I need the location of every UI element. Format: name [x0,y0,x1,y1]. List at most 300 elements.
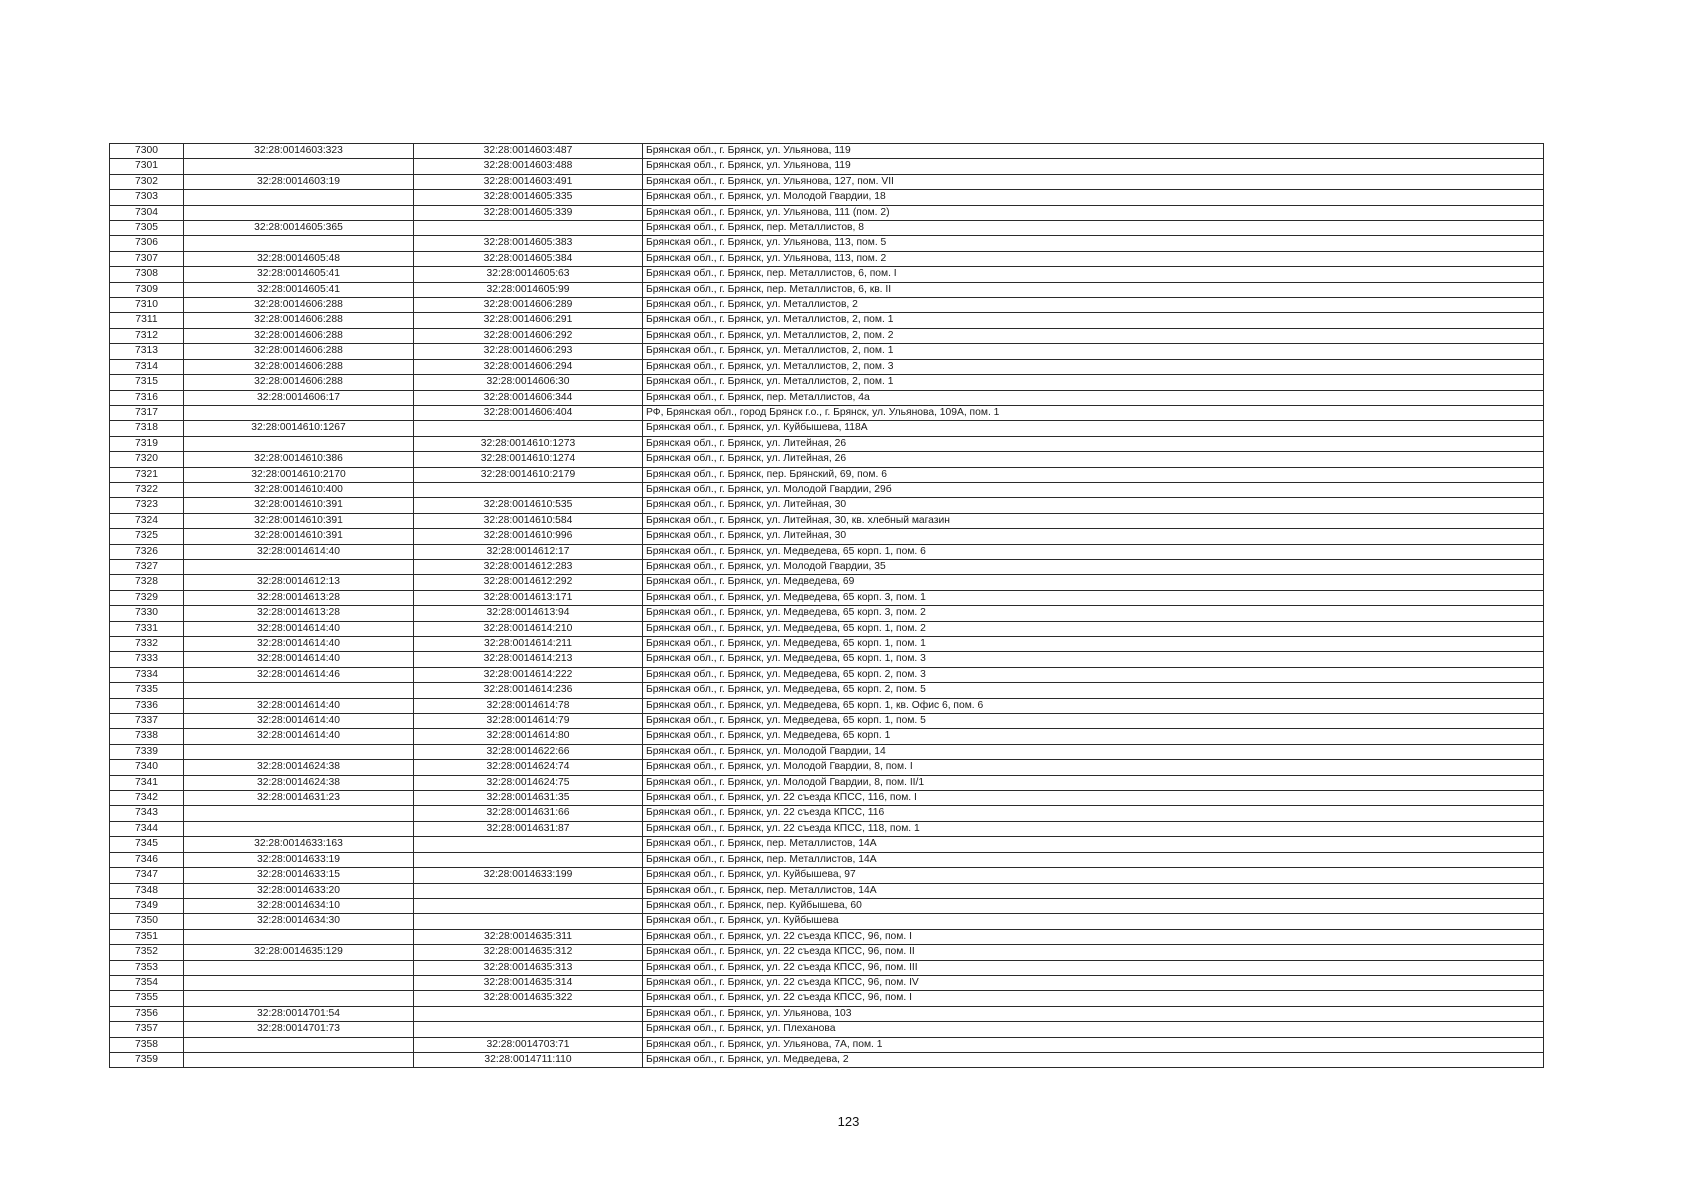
object-cadastral-number-cell: 32:28:0014610:1274 [414,452,643,467]
object-cadastral-number-cell: 32:28:0014624:75 [414,775,643,790]
row-number-cell: 7355 [110,991,184,1006]
parcel-cadastral-number-cell: 32:28:0014624:38 [184,775,414,790]
object-cadastral-number-cell: 32:28:0014614:78 [414,698,643,713]
object-cadastral-number-cell [414,898,643,913]
parcel-cadastral-number-cell: 32:28:0014633:163 [184,837,414,852]
row-number-cell: 7345 [110,837,184,852]
table-row [110,529,1544,544]
row-number-cell: 7346 [110,852,184,867]
row-number-cell: 7335 [110,683,184,698]
table-row [110,236,1544,251]
object-cadastral-number-cell [414,221,643,236]
parcel-cadastral-number-cell: 32:28:0014614:40 [184,714,414,729]
address-cell: Брянская обл., г. Брянск, ул. Ульянова, 103 [643,1006,1544,1021]
parcel-cadastral-number-cell [184,190,414,205]
address-cell: Брянская обл., г. Брянск, ул. Металлистов, 2 [643,298,1544,313]
object-cadastral-number-cell: 32:28:0014606:344 [414,390,643,405]
object-cadastral-number-cell [414,482,643,497]
address-cell: Брянская обл., г. Брянск, ул. Медведева, 65 корп. 1, пом. 2 [643,621,1544,636]
parcel-cadastral-number-cell: 32:28:0014610:391 [184,498,414,513]
object-cadastral-number-cell: 32:28:0014703:71 [414,1037,643,1052]
address-cell: Брянская обл., г. Брянск, пер. Металлистов, 4а [643,390,1544,405]
parcel-cadastral-number-cell [184,929,414,944]
object-cadastral-number-cell: 32:28:0014605:384 [414,251,643,266]
parcel-cadastral-number-cell [184,683,414,698]
parcel-cadastral-number-cell: 32:28:0014610:391 [184,529,414,544]
row-number-cell: 7354 [110,975,184,990]
object-cadastral-number-cell: 32:28:0014614:79 [414,714,643,729]
row-number-cell: 7307 [110,251,184,266]
object-cadastral-number-cell: 32:28:0014610:584 [414,513,643,528]
row-number-cell: 7347 [110,868,184,883]
table-row [110,513,1544,528]
parcel-cadastral-number-cell: 32:28:0014614:40 [184,621,414,636]
table-row [110,837,1544,852]
parcel-cadastral-number-cell: 32:28:0014612:13 [184,575,414,590]
object-cadastral-number-cell: 32:28:0014613:171 [414,590,643,605]
row-number-cell: 7342 [110,791,184,806]
address-cell: РФ, Брянская обл., город Брянск г.о., г. Брянск, ул. Ульянова, 109А, пом. 1 [643,405,1544,420]
row-number-cell: 7348 [110,883,184,898]
table-row [110,975,1544,990]
row-number-cell: 7305 [110,221,184,236]
address-cell: Брянская обл., г. Брянск, ул. Медведева, 2 [643,1052,1544,1067]
row-number-cell: 7358 [110,1037,184,1052]
address-cell: Брянская обл., г. Брянск, ул. 22 съезда КПСС, 96, пом. II [643,945,1544,960]
table-row [110,174,1544,189]
object-cadastral-number-cell: 32:28:0014612:17 [414,544,643,559]
address-cell: Брянская обл., г. Брянск, ул. Ульянова, 119 [643,159,1544,174]
object-cadastral-number-cell: 32:28:0014613:94 [414,606,643,621]
table-row [110,945,1544,960]
table-row [110,791,1544,806]
table-row [110,575,1544,590]
object-cadastral-number-cell: 32:28:0014606:294 [414,359,643,374]
address-cell: Брянская обл., г. Брянск, ул. Литейная, 30, кв. хлебный магазин [643,513,1544,528]
table-row [110,298,1544,313]
address-cell: Брянская обл., г. Брянск, пер. Металлистов, 14А [643,852,1544,867]
address-cell: Брянская обл., г. Брянск, ул. 22 съезда КПСС, 116, пом. I [643,791,1544,806]
object-cadastral-number-cell: 32:28:0014605:383 [414,236,643,251]
object-cadastral-number-cell [414,837,643,852]
row-number-cell: 7349 [110,898,184,913]
table-row [110,1052,1544,1067]
table-row [110,883,1544,898]
object-cadastral-number-cell [414,1006,643,1021]
row-number-cell: 7328 [110,575,184,590]
parcel-cadastral-number-cell: 32:28:0014606:288 [184,313,414,328]
address-cell: Брянская обл., г. Брянск, ул. Куйбышева [643,914,1544,929]
parcel-cadastral-number-cell: 32:28:0014605:41 [184,282,414,297]
table-row [110,868,1544,883]
address-cell: Брянская обл., г. Брянск, ул. Металлистов, 2, пом. 1 [643,375,1544,390]
row-number-cell: 7353 [110,960,184,975]
table-row [110,190,1544,205]
address-cell: Брянская обл., г. Брянск, ул. Металлистов, 2, пом. 2 [643,328,1544,343]
row-number-cell: 7334 [110,667,184,682]
address-cell: Брянская обл., г. Брянск, ул. Куйбышева, 97 [643,868,1544,883]
row-number-cell: 7341 [110,775,184,790]
parcel-cadastral-number-cell: 32:28:0014610:400 [184,482,414,497]
address-cell: Брянская обл., г. Брянск, ул. Ульянова, 111 (пом. 2) [643,205,1544,220]
parcel-cadastral-number-cell: 32:28:0014624:38 [184,760,414,775]
parcel-cadastral-number-cell: 32:28:0014614:40 [184,637,414,652]
row-number-cell: 7324 [110,513,184,528]
parcel-cadastral-number-cell: 32:28:0014603:323 [184,144,414,159]
address-cell: Брянская обл., г. Брянск, ул. Куйбышева, 118А [643,421,1544,436]
table-row [110,1006,1544,1021]
object-cadastral-number-cell: 32:28:0014605:335 [414,190,643,205]
address-cell: Брянская обл., г. Брянск, ул. 22 съезда КПСС, 116 [643,806,1544,821]
row-number-cell: 7317 [110,405,184,420]
object-cadastral-number-cell: 32:28:0014635:313 [414,960,643,975]
parcel-cadastral-number-cell: 32:28:0014614:40 [184,698,414,713]
parcel-cadastral-number-cell: 32:28:0014633:15 [184,868,414,883]
parcel-cadastral-number-cell: 32:28:0014613:28 [184,590,414,605]
registry-table [109,143,1544,1068]
row-number-cell: 7319 [110,436,184,451]
table-row [110,621,1544,636]
table-row [110,637,1544,652]
row-number-cell: 7309 [110,282,184,297]
table-row [110,852,1544,867]
row-number-cell: 7359 [110,1052,184,1067]
row-number-cell: 7320 [110,452,184,467]
address-cell: Брянская обл., г. Брянск, ул. Ульянова, 113, пом. 2 [643,251,1544,266]
row-number-cell: 7340 [110,760,184,775]
object-cadastral-number-cell [414,852,643,867]
address-cell: Брянская обл., г. Брянск, пер. Брянский, 69, пом. 6 [643,467,1544,482]
table-row [110,991,1544,1006]
object-cadastral-number-cell: 32:28:0014606:30 [414,375,643,390]
table-row [110,405,1544,420]
address-cell: Брянская обл., г. Брянск, ул. Молодой Гвардии, 8, пом. I [643,760,1544,775]
table-row [110,221,1544,236]
object-cadastral-number-cell: 32:28:0014622:66 [414,744,643,759]
row-number-cell: 7322 [110,482,184,497]
table-row [110,929,1544,944]
table-row [110,251,1544,266]
row-number-cell: 7312 [110,328,184,343]
address-cell: Брянская обл., г. Брянск, ул. Ульянова, 7А, пом. 1 [643,1037,1544,1052]
address-cell: Брянская обл., г. Брянск, ул. Медведева, 65 корп. 3, пом. 1 [643,590,1544,605]
parcel-cadastral-number-cell: 32:28:0014614:46 [184,667,414,682]
parcel-cadastral-number-cell [184,960,414,975]
row-number-cell: 7357 [110,1022,184,1037]
address-cell: Брянская обл., г. Брянск, ул. Металлистов, 2, пом. 1 [643,344,1544,359]
address-cell: Брянская обл., г. Брянск, ул. Медведева, 65 корп. 1, пом. 6 [643,544,1544,559]
table-row [110,1037,1544,1052]
row-number-cell: 7356 [110,1006,184,1021]
row-number-cell: 7306 [110,236,184,251]
address-cell: Брянская обл., г. Брянск, ул. Медведева, 65 корп. 1, пом. 1 [643,637,1544,652]
row-number-cell: 7302 [110,174,184,189]
object-cadastral-number-cell: 32:28:0014614:213 [414,652,643,667]
row-number-cell: 7316 [110,390,184,405]
parcel-cadastral-number-cell: 32:28:0014610:386 [184,452,414,467]
parcel-cadastral-number-cell: 32:28:0014631:23 [184,791,414,806]
table-row [110,683,1544,698]
object-cadastral-number-cell: 32:28:0014605:63 [414,267,643,282]
table-row [110,344,1544,359]
address-cell: Брянская обл., г. Брянск, ул. Ульянова, 127, пом. VII [643,174,1544,189]
parcel-cadastral-number-cell: 32:28:0014605:365 [184,221,414,236]
parcel-cadastral-number-cell: 32:28:0014606:288 [184,344,414,359]
table-row [110,313,1544,328]
object-cadastral-number-cell: 32:28:0014631:87 [414,821,643,836]
address-cell: Брянская обл., г. Брянск, ул. Литейная, 26 [643,436,1544,451]
parcel-cadastral-number-cell: 32:28:0014635:129 [184,945,414,960]
parcel-cadastral-number-cell [184,205,414,220]
table-row [110,144,1544,159]
row-number-cell: 7325 [110,529,184,544]
object-cadastral-number-cell [414,883,643,898]
parcel-cadastral-number-cell: 32:28:0014606:288 [184,298,414,313]
parcel-cadastral-number-cell: 32:28:0014610:391 [184,513,414,528]
table-row [110,698,1544,713]
row-number-cell: 7314 [110,359,184,374]
parcel-cadastral-number-cell [184,806,414,821]
table-row [110,775,1544,790]
row-number-cell: 7339 [110,744,184,759]
address-cell: Брянская обл., г. Брянск, ул. Металлистов, 2, пом. 3 [643,359,1544,374]
parcel-cadastral-number-cell [184,159,414,174]
address-cell: Брянская обл., г. Брянск, ул. Медведева, 65 корп. 2, пом. 3 [643,667,1544,682]
parcel-cadastral-number-cell: 32:28:0014614:40 [184,652,414,667]
table-row [110,159,1544,174]
parcel-cadastral-number-cell: 32:28:0014701:73 [184,1022,414,1037]
parcel-cadastral-number-cell: 32:28:0014605:41 [184,267,414,282]
address-cell: Брянская обл., г. Брянск, ул. Молодой Гвардии, 8, пом. II/1 [643,775,1544,790]
parcel-cadastral-number-cell [184,236,414,251]
address-cell: Брянская обл., г. Брянск, ул. Медведева, 65 корп. 2, пом. 5 [643,683,1544,698]
row-number-cell: 7351 [110,929,184,944]
address-cell: Брянская обл., г. Брянск, ул. Ульянова, 113, пом. 5 [643,236,1544,251]
row-number-cell: 7315 [110,375,184,390]
address-cell: Брянская обл., г. Брянск, ул. Ульянова, 119 [643,144,1544,159]
table-row [110,652,1544,667]
object-cadastral-number-cell: 32:28:0014635:312 [414,945,643,960]
object-cadastral-number-cell: 32:28:0014635:314 [414,975,643,990]
row-number-cell: 7311 [110,313,184,328]
parcel-cadastral-number-cell: 32:28:0014606:288 [184,375,414,390]
parcel-cadastral-number-cell: 32:28:0014610:1267 [184,421,414,436]
table-row [110,590,1544,605]
row-number-cell: 7343 [110,806,184,821]
table-row [110,606,1544,621]
table-row [110,375,1544,390]
address-cell: Брянская обл., г. Брянск, ул. Литейная, 30 [643,498,1544,513]
row-number-cell: 7303 [110,190,184,205]
address-cell: Брянская обл., г. Брянск, ул. Плеханова [643,1022,1544,1037]
object-cadastral-number-cell: 32:28:0014610:996 [414,529,643,544]
object-cadastral-number-cell: 32:28:0014633:199 [414,868,643,883]
parcel-cadastral-number-cell: 32:28:0014610:2170 [184,467,414,482]
object-cadastral-number-cell: 32:28:0014603:491 [414,174,643,189]
row-number-cell: 7313 [110,344,184,359]
table-row [110,559,1544,574]
object-cadastral-number-cell [414,421,643,436]
table-row [110,498,1544,513]
address-cell: Брянская обл., г. Брянск, пер. Металлистов, 14А [643,837,1544,852]
object-cadastral-number-cell: 32:28:0014605:339 [414,205,643,220]
address-cell: Брянская обл., г. Брянск, ул. Медведева, 65 корп. 3, пом. 2 [643,606,1544,621]
address-cell: Брянская обл., г. Брянск, ул. Молодой Гвардии, 35 [643,559,1544,574]
row-number-cell: 7300 [110,144,184,159]
address-cell: Брянская обл., г. Брянск, ул. Медведева, 69 [643,575,1544,590]
address-cell: Брянская обл., г. Брянск, ул. 22 съезда КПСС, 96, пом. I [643,991,1544,1006]
table-row [110,282,1544,297]
object-cadastral-number-cell: 32:28:0014614:210 [414,621,643,636]
row-number-cell: 7304 [110,205,184,220]
address-cell: Брянская обл., г. Брянск, ул. Медведева, 65 корп. 1, пом. 5 [643,714,1544,729]
table-row [110,452,1544,467]
parcel-cadastral-number-cell: 32:28:0014701:54 [184,1006,414,1021]
parcel-cadastral-number-cell: 32:28:0014606:288 [184,328,414,343]
object-cadastral-number-cell: 32:28:0014631:66 [414,806,643,821]
row-number-cell: 7350 [110,914,184,929]
table-row [110,267,1544,282]
table-row [110,390,1544,405]
registry-table-body [110,144,1544,1068]
object-cadastral-number-cell: 32:28:0014606:293 [414,344,643,359]
table-row [110,328,1544,343]
table-row [110,205,1544,220]
address-cell: Брянская обл., г. Брянск, пер. Металлистов, 6, кв. II [643,282,1544,297]
object-cadastral-number-cell: 32:28:0014605:99 [414,282,643,297]
address-cell: Брянская обл., г. Брянск, ул. Медведева, 65 корп. 1 [643,729,1544,744]
parcel-cadastral-number-cell: 32:28:0014603:19 [184,174,414,189]
object-cadastral-number-cell: 32:28:0014711:110 [414,1052,643,1067]
address-cell: Брянская обл., г. Брянск, ул. Литейная, 26 [643,452,1544,467]
parcel-cadastral-number-cell [184,559,414,574]
table-row [110,760,1544,775]
parcel-cadastral-number-cell [184,436,414,451]
address-cell: Брянская обл., г. Брянск, пер. Куйбышева, 60 [643,898,1544,913]
row-number-cell: 7301 [110,159,184,174]
parcel-cadastral-number-cell [184,975,414,990]
parcel-cadastral-number-cell: 32:28:0014633:19 [184,852,414,867]
row-number-cell: 7318 [110,421,184,436]
address-cell: Брянская обл., г. Брянск, ул. 22 съезда КПСС, 96, пом. IV [643,975,1544,990]
parcel-cadastral-number-cell: 32:28:0014613:28 [184,606,414,621]
object-cadastral-number-cell: 32:28:0014610:2179 [414,467,643,482]
object-cadastral-number-cell [414,1022,643,1037]
address-cell: Брянская обл., г. Брянск, ул. Литейная, 30 [643,529,1544,544]
object-cadastral-number-cell: 32:28:0014606:292 [414,328,643,343]
object-cadastral-number-cell: 32:28:0014603:488 [414,159,643,174]
table-row [110,467,1544,482]
object-cadastral-number-cell: 32:28:0014631:35 [414,791,643,806]
row-number-cell: 7329 [110,590,184,605]
table-row [110,667,1544,682]
object-cadastral-number-cell: 32:28:0014612:292 [414,575,643,590]
address-cell: Брянская обл., г. Брянск, пер. Металлистов, 14А [643,883,1544,898]
parcel-cadastral-number-cell [184,1037,414,1052]
address-cell: Брянская обл., г. Брянск, ул. Металлистов, 2, пом. 1 [643,313,1544,328]
address-cell: Брянская обл., г. Брянск, ул. Молодой Гвардии, 18 [643,190,1544,205]
table-row [110,482,1544,497]
page-number: 123 [837,1114,860,1129]
row-number-cell: 7337 [110,714,184,729]
row-number-cell: 7323 [110,498,184,513]
object-cadastral-number-cell: 32:28:0014610:535 [414,498,643,513]
table-row [110,729,1544,744]
parcel-cadastral-number-cell: 32:28:0014633:20 [184,883,414,898]
row-number-cell: 7321 [110,467,184,482]
row-number-cell: 7331 [110,621,184,636]
object-cadastral-number-cell: 32:28:0014614:211 [414,637,643,652]
address-cell: Брянская обл., г. Брянск, ул. Медведева, 65 корп. 1, кв. Офис 6, пом. 6 [643,698,1544,713]
parcel-cadastral-number-cell: 32:28:0014634:30 [184,914,414,929]
address-cell: Брянская обл., г. Брянск, ул. 22 съезда КПСС, 96, пом. III [643,960,1544,975]
object-cadastral-number-cell: 32:28:0014606:404 [414,405,643,420]
table-row [110,960,1544,975]
table-row [110,898,1544,913]
parcel-cadastral-number-cell [184,991,414,1006]
object-cadastral-number-cell: 32:28:0014603:487 [414,144,643,159]
row-number-cell: 7327 [110,559,184,574]
parcel-cadastral-number-cell [184,821,414,836]
address-cell: Брянская обл., г. Брянск, пер. Металлистов, 6, пом. I [643,267,1544,282]
parcel-cadastral-number-cell: 32:28:0014614:40 [184,729,414,744]
parcel-cadastral-number-cell: 32:28:0014634:10 [184,898,414,913]
row-number-cell: 7310 [110,298,184,313]
parcel-cadastral-number-cell [184,744,414,759]
row-number-cell: 7308 [110,267,184,282]
object-cadastral-number-cell: 32:28:0014614:80 [414,729,643,744]
address-cell: Брянская обл., г. Брянск, пер. Металлистов, 8 [643,221,1544,236]
row-number-cell: 7344 [110,821,184,836]
parcel-cadastral-number-cell [184,1052,414,1067]
address-cell: Брянская обл., г. Брянск, ул. Медведева, 65 корп. 1, пом. 3 [643,652,1544,667]
row-number-cell: 7326 [110,544,184,559]
address-cell: Брянская обл., г. Брянск, ул. 22 съезда КПСС, 96, пом. I [643,929,1544,944]
address-cell: Брянская обл., г. Брянск, ул. Молодой Гвардии, 14 [643,744,1544,759]
row-number-cell: 7338 [110,729,184,744]
table-row [110,359,1544,374]
object-cadastral-number-cell: 32:28:0014610:1273 [414,436,643,451]
object-cadastral-number-cell: 32:28:0014635:322 [414,991,643,1006]
object-cadastral-number-cell: 32:28:0014635:311 [414,929,643,944]
table-row [110,544,1544,559]
object-cadastral-number-cell: 32:28:0014606:289 [414,298,643,313]
parcel-cadastral-number-cell: 32:28:0014606:17 [184,390,414,405]
parcel-cadastral-number-cell: 32:28:0014606:288 [184,359,414,374]
parcel-cadastral-number-cell: 32:28:0014614:40 [184,544,414,559]
table-row [110,421,1544,436]
object-cadastral-number-cell: 32:28:0014624:74 [414,760,643,775]
object-cadastral-number-cell: 32:28:0014612:283 [414,559,643,574]
table-row [110,806,1544,821]
address-cell: Брянская обл., г. Брянск, ул. Молодой Гвардии, 29б [643,482,1544,497]
row-number-cell: 7332 [110,637,184,652]
object-cadastral-number-cell: 32:28:0014614:222 [414,667,643,682]
table-row [110,714,1544,729]
table-row [110,744,1544,759]
row-number-cell: 7336 [110,698,184,713]
table-row [110,914,1544,929]
object-cadastral-number-cell [414,914,643,929]
object-cadastral-number-cell: 32:28:0014606:291 [414,313,643,328]
table-row [110,821,1544,836]
row-number-cell: 7333 [110,652,184,667]
table-row [110,1022,1544,1037]
object-cadastral-number-cell: 32:28:0014614:236 [414,683,643,698]
parcel-cadastral-number-cell: 32:28:0014605:48 [184,251,414,266]
row-number-cell: 7330 [110,606,184,621]
row-number-cell: 7352 [110,945,184,960]
